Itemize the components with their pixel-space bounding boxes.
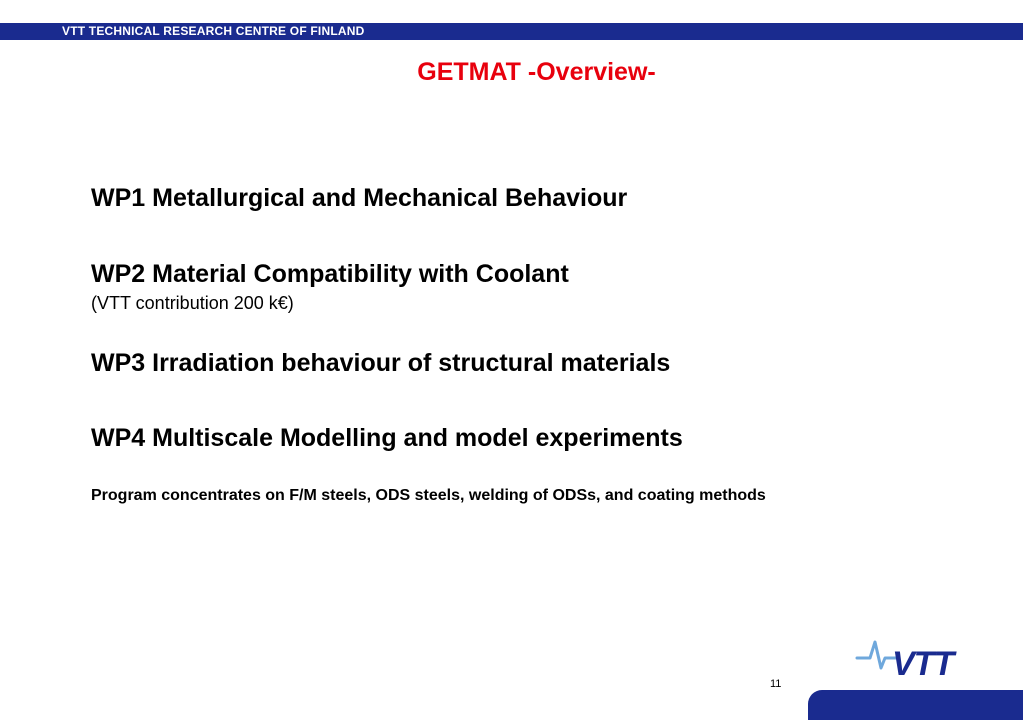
work-package-2-note: (VTT contribution 200 k€) — [91, 293, 294, 313]
slide-title: GETMAT -Overview- — [417, 58, 656, 86]
work-package-1: WP1 Metallurgical and Mechanical Behaviour — [91, 184, 628, 212]
work-package-4: WP4 Multiscale Modelling and model experiments — [91, 424, 683, 452]
footer-bar — [808, 690, 1023, 720]
vtt-logo-icon — [852, 632, 982, 682]
work-package-3: WP3 Irradiation behaviour of structural materials — [91, 349, 671, 377]
header-bar — [0, 23, 1023, 40]
program-summary: Program concentrates on F/M steels, ODS steels, welding of ODSs, and coating methods — [91, 487, 766, 504]
work-package-2: WP2 Material Compatibility with Coolant — [91, 260, 569, 288]
vtt-logo-text: VTT — [892, 645, 954, 682]
page-number: 11 — [770, 678, 782, 690]
signal-wave-icon — [857, 642, 896, 668]
organization-name: VTT TECHNICAL RESEARCH CENTRE OF FINLAND — [62, 24, 365, 38]
